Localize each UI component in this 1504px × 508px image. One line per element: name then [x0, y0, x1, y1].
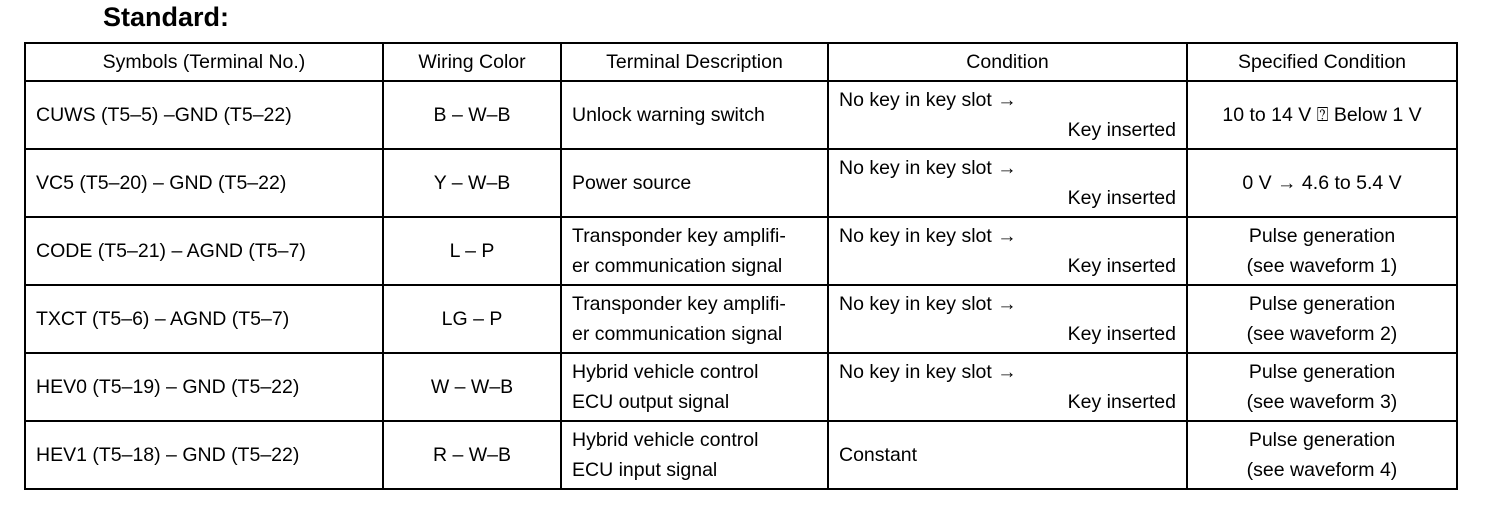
cell-condition — [828, 421, 1187, 489]
specified-condition-line: (see waveform 4) — [1246, 459, 1398, 481]
condition-line: No key in key slot → — [839, 157, 1017, 179]
specified-condition-line: Pulse generation — [1248, 225, 1396, 247]
condition-line: No key in key slot → — [839, 361, 1017, 383]
cell-symbol: VC5 (T5–20) – GND (T5–22) — [25, 149, 383, 217]
header-terminal-description: Terminal Description — [561, 43, 828, 81]
cell-wiring-color: Y – W–B — [383, 149, 561, 217]
cell-symbol: HEV0 (T5–19) – GND (T5–22) — [25, 353, 383, 421]
section-heading: Standard: — [103, 2, 230, 32]
cell-terminal-description — [561, 285, 828, 353]
description-line: er communication signal — [572, 323, 783, 345]
cell-wiring-color: R – W–B — [383, 421, 561, 489]
specified-condition-line: Pulse generation — [1248, 293, 1396, 315]
condition-line: Key inserted — [1067, 255, 1176, 277]
cell-symbol: CUWS (T5–5) –GND (T5–22) — [25, 81, 383, 149]
cell-specified-condition — [1187, 217, 1457, 285]
cell-specified-condition — [1187, 285, 1457, 353]
condition-line: Key inserted — [1067, 323, 1176, 345]
cell-symbol: HEV1 (T5–18) – GND (T5–22) — [25, 421, 383, 489]
header-condition: Condition — [828, 43, 1187, 81]
cell-terminal-description — [561, 217, 828, 285]
table-row — [25, 285, 1457, 353]
description-line: Transponder key amplifi- — [572, 225, 786, 247]
cell-specified-condition — [1187, 353, 1457, 421]
specified-condition-line: Pulse generation — [1248, 361, 1396, 383]
specified-condition-line: (see waveform 1) — [1246, 255, 1398, 277]
cell-condition — [828, 149, 1187, 217]
description-line: ECU output signal — [572, 391, 730, 413]
specified-condition-line: Pulse generation — [1248, 429, 1396, 451]
specified-condition-line: 0 V → 4.6 to 5.4 V — [1242, 172, 1402, 194]
condition-line: Key inserted — [1067, 119, 1176, 141]
description-line: Power source — [572, 172, 692, 194]
cell-condition — [828, 285, 1187, 353]
table-header-row — [25, 43, 1457, 81]
cell-symbol: CODE (T5–21) – AGND (T5–7) — [25, 217, 383, 285]
cell-condition — [828, 217, 1187, 285]
header-specified-condition: Specified Condition — [1187, 43, 1457, 81]
cell-specified-condition — [1187, 421, 1457, 489]
table-row — [25, 421, 1457, 489]
cell-terminal-description — [561, 149, 828, 217]
cell-symbol: TXCT (T5–6) – AGND (T5–7) — [25, 285, 383, 353]
table-row — [25, 217, 1457, 285]
standard-table — [24, 42, 1458, 490]
cell-wiring-color: LG – P — [383, 285, 561, 353]
header-symbols: Symbols (Terminal No.) — [25, 43, 383, 81]
cell-condition — [828, 353, 1187, 421]
specified-condition-line: (see waveform 2) — [1246, 323, 1398, 345]
table-row — [25, 353, 1457, 421]
description-line: er communication signal — [572, 255, 783, 277]
cell-condition — [828, 81, 1187, 149]
description-line: Hybrid vehicle control — [572, 429, 759, 451]
cell-specified-condition — [1187, 149, 1457, 217]
condition-line: No key in key slot → — [839, 293, 1017, 315]
cell-terminal-description — [561, 353, 828, 421]
cell-terminal-description — [561, 421, 828, 489]
specified-condition-line: (see waveform 3) — [1246, 391, 1398, 413]
condition-line: Constant — [839, 444, 918, 466]
description-line: Hybrid vehicle control — [572, 361, 759, 383]
table-row — [25, 81, 1457, 149]
cell-wiring-color: B – W–B — [383, 81, 561, 149]
description-line: Unlock warning switch — [572, 104, 765, 126]
cell-wiring-color: L – P — [383, 217, 561, 285]
description-line: Transponder key amplifi- — [572, 293, 786, 315]
condition-line: Key inserted — [1067, 187, 1176, 209]
header-wiring-color: Wiring Color — [383, 43, 561, 81]
condition-line: No key in key slot → — [839, 225, 1017, 247]
description-line: ECU input signal — [572, 459, 718, 481]
table-row — [25, 149, 1457, 217]
specified-condition-line: 10 to 14 V ⍰ Below 1 V — [1222, 104, 1422, 126]
condition-line: Key inserted — [1067, 391, 1176, 413]
condition-line: No key in key slot → — [839, 89, 1017, 111]
cell-wiring-color: W – W–B — [383, 353, 561, 421]
cell-terminal-description — [561, 81, 828, 149]
cell-specified-condition — [1187, 81, 1457, 149]
